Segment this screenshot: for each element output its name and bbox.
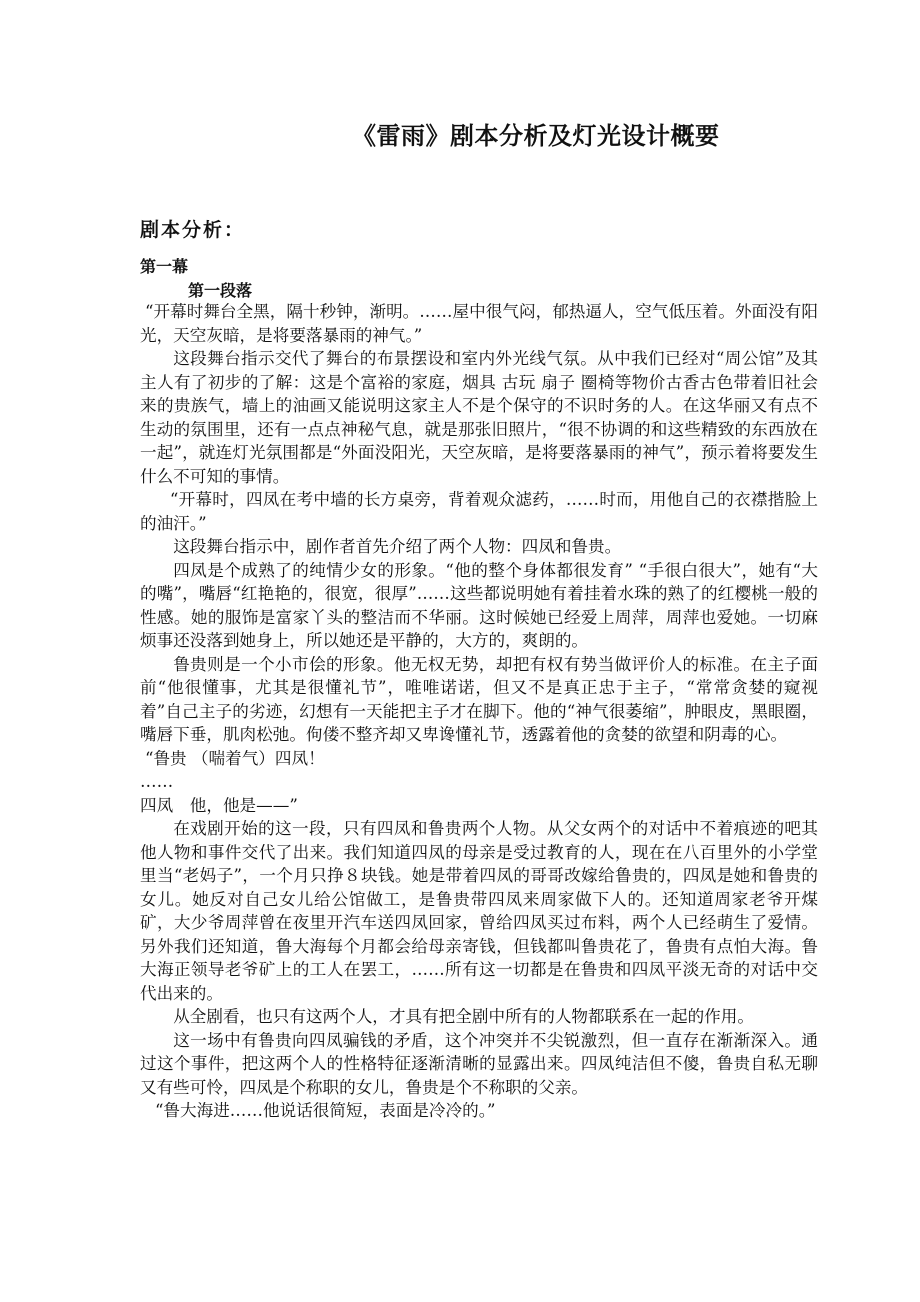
dialogue-line: 四凤 他，他是——” bbox=[140, 795, 298, 815]
analysis-paragraph: 这一场中有鲁贵向四凤骗钱的矛盾，这个冲突并不尖锐激烈，但一直存在渐渐深入。通过这个事件，把这两个人的性格特征逐渐清晰的显露出来。四凤纯洁但不傻，鲁贵自私无聊又有些可怜，四凤是个称职的女儿，鲁贵是个不称职的父亲。 bbox=[140, 1030, 818, 1097]
analysis-paragraph: 鲁贵则是一个小市侩的形象。他无权无势，却把有权有势当做评价人的标准。在主子面前“他很懂事，尤其是很懂礼节”，唯唯诺诺，但又不是真正忠于主子，“常常贪婪的窥视着”自己主子的劣迹，幻想有一天能把主子才在脚下。他的“神气很萎缩”，肿眼皮，黑眼圈，嘴唇下垂，肌肉松弛。佝偻不整齐却又卑谗懂礼节，透露着他的贪婪的欲望和阴毒的心。 bbox=[140, 654, 818, 744]
ellipsis-line: …… bbox=[140, 772, 174, 791]
stage-direction-quote: “鲁大海进……他说话很简短，表面是冷冷的。” bbox=[154, 1101, 496, 1120]
section-heading: 剧本分析： bbox=[140, 219, 246, 241]
analysis-paragraph: 在戏剧开始的这一段，只有四凤和鲁贵两个人物。从父女两个的对话中不着痕迹的吧其他人物和事件交代了出来。我们知道四凤的母亲是受过教育的人，现在在八百里外的小学堂里当“老妈子”，一个月只挣８块钱。她是带着四凤的哥哥改嫁给鲁贵的，四凤是她和鲁贵的女儿。她反对自己女儿给公馆做工，是鲁贵带四凤来周家做下人的。还知道周家老爷开煤矿，大少爷周萍曾在夜里开汽车送四凤回家，曾给四凤买过布料，两个人已经萌生了爱情。另外我们还知道，鲁大海每个月都会给母亲寄钱，但钱都叫鲁贵花了，鲁贵有点怕大海。鲁大海正领导老爷矿上的工人在罢工，……所有这一切都是在鲁贵和四凤平淡无奇的对话中交代出来的。 bbox=[140, 819, 818, 1003]
analysis-paragraph: 这段舞台指示中，剧作者首先介绍了两个人物：四凤和鲁贵。 bbox=[173, 537, 622, 556]
body-text bbox=[140, 300, 818, 1123]
stage-direction-quote: “开幕时舞台全黑，隔十秒钟，渐明。……屋中很气闷，郁热逼人，空气低压着。外面没有阳光，天空灰暗，是将要落暴雨的神气。” bbox=[140, 302, 818, 345]
analysis-paragraph: 从全剧看，也只有这两个人，才具有把全剧中所有的人物都联系在一起的作用。 bbox=[173, 1007, 754, 1026]
analysis-paragraph: 四凤是个成熟了的纯情少女的形象。“他的整个身体都很发育” “手很白很大”，她有“大的嘴”，嘴唇“红艳艳的，很宽，很厚”……这些都说明她有着挂着水珠的熟了的红樱桃一般的性感。她的服饰是富家丫头的整洁而不华丽。这时候她已经爱上周萍，周萍也爱她。一切麻烦事还没落到她身上，所以她还是平静的，大方的，爽朗的。 bbox=[140, 560, 818, 650]
analysis-paragraph: 这段舞台指示交代了舞台的布景摆设和室内外光线气氛。从中我们已经对“周公馆”及其主人有了初步的了解：这是个富裕的家庭，烟具 古玩 扇子 圈椅等物价古香古色带着旧社会来的贵族气，墙上的油画又能说明这家主人不是个保守的不识时务的人。在这华丽又有点不生动的氛围里，还有一点点神秘气息，就是那张旧照片，“很不协调的和这些精致的东西放在一起”，就连灯光氛围都是“外面没阳光，天空灰暗，是将要落暴雨的神气”，预示着将要发生什么不可知的事情。 bbox=[140, 349, 818, 486]
stage-direction-quote: “开幕时，四凤在考中墙的长方桌旁，背着观众滤药，……时而，用他自己的衣襟揩脸上的油汗。” bbox=[140, 490, 818, 533]
scene-heading: 第一段落 bbox=[188, 281, 253, 300]
dialogue-line: “鲁贵 （喘着气）四凤！ bbox=[144, 748, 325, 768]
act-heading: 第一幕 bbox=[140, 257, 189, 276]
document-title: 《雷雨》剧本分析及灯光设计概要 bbox=[352, 122, 720, 150]
